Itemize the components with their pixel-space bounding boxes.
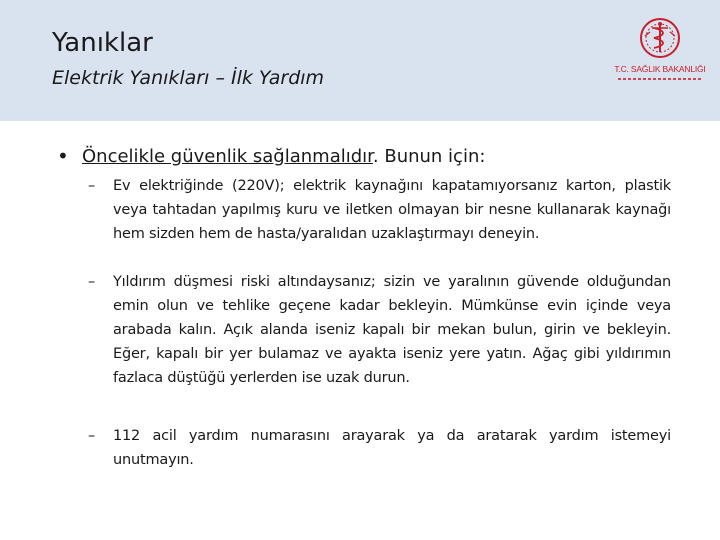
main-bullet-text xyxy=(82,146,485,167)
bullet-marker: • xyxy=(57,144,69,168)
main-bullet-rest: . Bunun için: xyxy=(372,146,486,167)
sub-bullet-text: 112 acil yardım numarasını arayarak ya da aratarak yardım istemeyi unutmayın. xyxy=(113,428,671,468)
slide-title: Yanıklar xyxy=(52,28,153,58)
slide-header xyxy=(0,0,720,121)
slide-subtitle: Elektrik Yanıkları – İlk Yardım xyxy=(52,67,325,89)
main-bullet-underlined: Öncelikle güvenlik sağlanmalıdır xyxy=(82,146,373,167)
sub-bullet-text: Ev elektriğinde (220V); elektrik kaynağını kapatamıyorsanız karton, plastik veya tahtadan yapılmış kuru ve iletken olmayan bir nesne kullanarak kaynağı hem sizden hem de hasta/yaralıdan uzaklaştırmayı deneyin. xyxy=(113,178,671,242)
sub-bullet-marker: – xyxy=(88,428,96,444)
sub-bullet-marker: – xyxy=(88,178,96,194)
sub-bullet-text: Yıldırım düşmesi riski altındaysanız; sizin ve yaralının güvende olduğundan emin olun ve tehlike geçene kadar bekleyin. Mümkünse evin içinde veya arabada kalın. Açık alanda iseniz kapalı bir mekan bulun, girin ve bekleyin. Eğer, kapalı bir yer bulamaz ve ayakta iseniz yere yatın. Ağaç gibi yıldırımın fazlaca düştüğü yerlerden ise uzak durun. xyxy=(113,274,671,386)
logo-name: T.C. SAĞLIK BAKANLIĞI xyxy=(614,64,706,74)
sub-bullet-marker: – xyxy=(88,274,96,290)
ministry-logo xyxy=(612,16,708,94)
health-ministry-emblem-icon xyxy=(612,16,708,64)
logo-motto-line xyxy=(618,78,702,80)
